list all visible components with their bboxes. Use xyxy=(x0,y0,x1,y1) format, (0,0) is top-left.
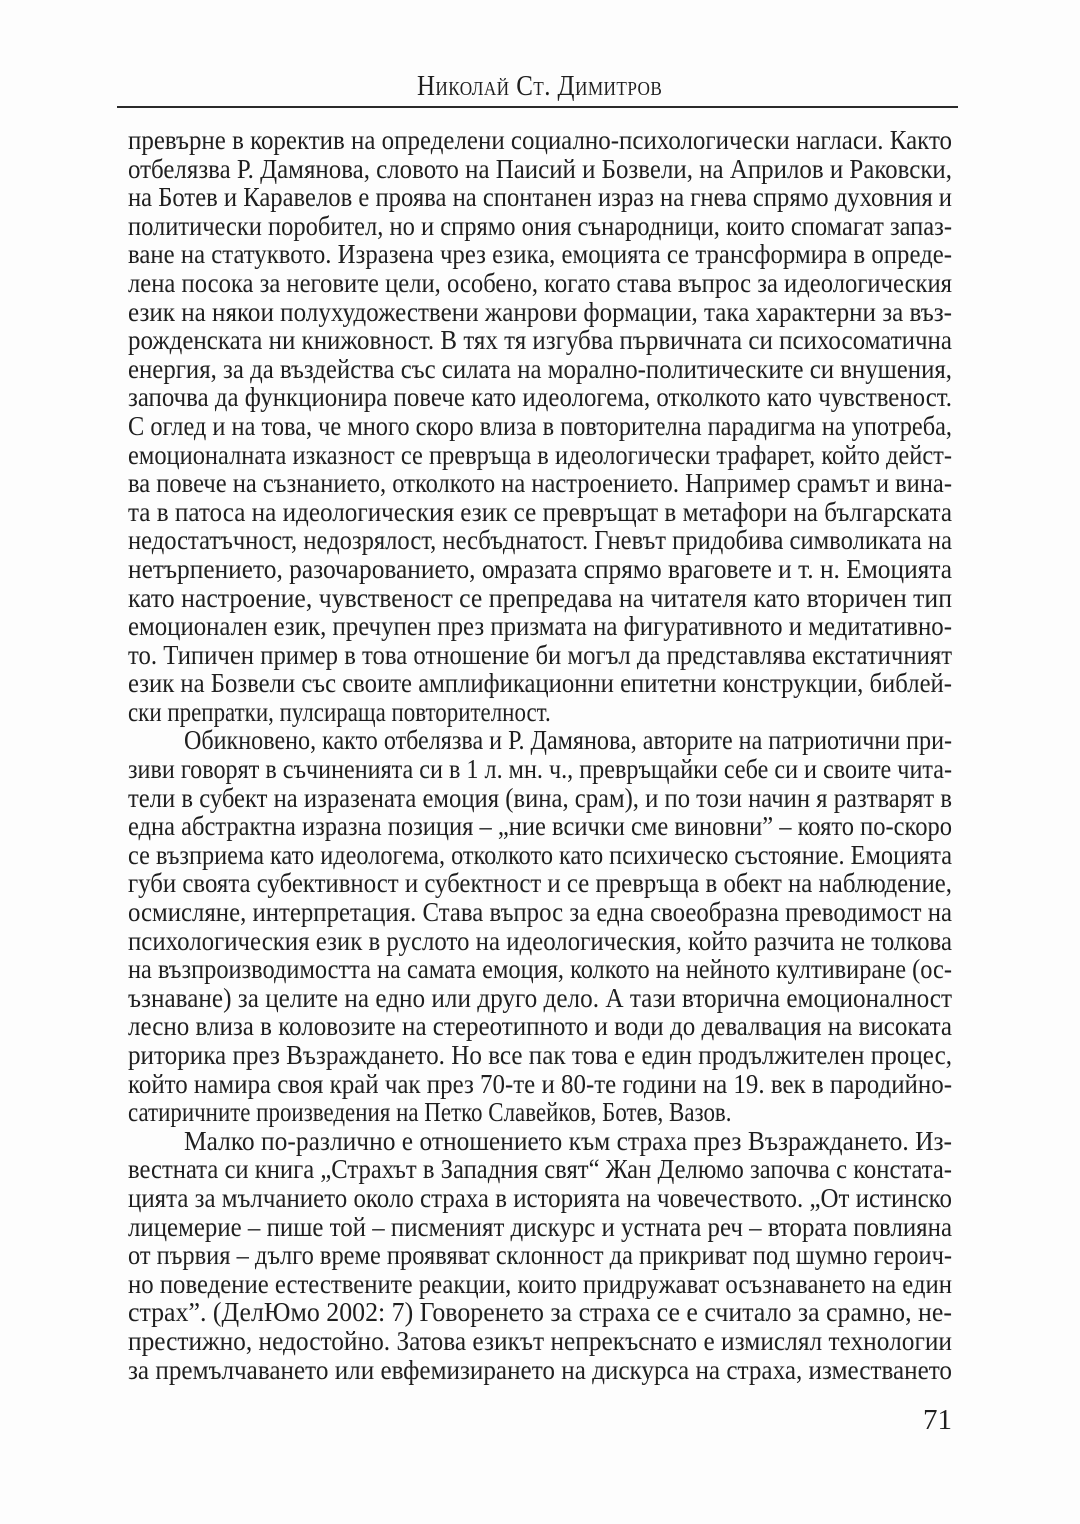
text-line-content: енергия, за да въздейства със силата на морално-политическите си внушения, xyxy=(128,353,952,384)
header-rule xyxy=(117,106,958,108)
text-line xyxy=(128,698,952,727)
text-line-content: от първия – дълго време проявяват склонност да прикриват под шумно героич- xyxy=(128,1240,952,1271)
text-line xyxy=(128,927,952,956)
text-line-content: та в патоса на идеологическия език се превръщат в метафори на българската xyxy=(128,496,952,527)
text-line xyxy=(128,240,952,269)
text-line-content: започва да функционира повече като идеологема, отколкото като чувственост. xyxy=(128,382,952,413)
text-line-content: нетърпението, разочарованието, омразата спрямо враговете и т. н. Емоцията xyxy=(128,553,952,584)
text-line-content: лесно влиза в коловозите на стереотипното и води до девалвация на високата xyxy=(128,1011,952,1042)
text-line xyxy=(128,183,952,212)
text-line xyxy=(128,1241,952,1270)
text-line xyxy=(128,1184,952,1213)
text-line-content: С оглед и на това, че много скоро влиза в повторителна парадигма на употреба, xyxy=(128,410,952,441)
text-line-content: тели в субект на изразената емоция (вина, срам), и по този начин я разтварят в xyxy=(128,782,952,813)
text-line-content: се възприема като идеологема, отколкото като психическо състояние. Емоцията xyxy=(128,839,952,870)
text-line xyxy=(128,984,952,1013)
text-line xyxy=(128,784,952,813)
text-line xyxy=(128,326,952,355)
text-line xyxy=(128,1070,952,1099)
text-line xyxy=(128,1127,952,1156)
text-line-content: Обикновено, както отбелязва и Р. Дамянова, авторите на патриотични при- xyxy=(184,725,952,756)
text-line xyxy=(128,726,952,755)
text-line xyxy=(128,584,952,613)
text-line-content: то. Типичен пример в това отношение би могъл да представлява екстатичният xyxy=(128,639,952,670)
text-line xyxy=(128,498,952,527)
text-line-content: цията за мълчанието около страха в историята на човечеството. „От истинско xyxy=(128,1182,952,1213)
text-line-content: престижно, недостойно. Затова езикът непрекъснато е измислял технологии xyxy=(128,1325,952,1356)
text-line xyxy=(128,669,952,698)
text-line-content: емоционален език, пречупен през призмата на фигуративното и медитативно- xyxy=(128,611,952,642)
text-line xyxy=(128,469,952,498)
text-line xyxy=(128,1041,952,1070)
text-line xyxy=(128,155,952,184)
text-line-content: който намира своя край чак през 70-те и 80-те години на 19. век в пародийно- xyxy=(128,1068,952,1099)
text-line-content: ване на статуквото. Изразена чрез езика, емоцията се трансформира в опреде- xyxy=(128,239,952,270)
text-line-content: риторика през Възраждането. Но все пак това е един продължителен процес, xyxy=(128,1040,952,1070)
text-line xyxy=(128,555,952,584)
text-line xyxy=(128,755,952,784)
text-line-content: една абстрактна изразна позиция – „ние всички сме виновни” – която по-скоро xyxy=(128,811,952,842)
text-line-content: ски препратки, пулсираща повторителност. xyxy=(128,696,551,727)
text-line-content: страх”. (ДелЮмо 2002: 7) Говоренето за страха се е считало за срамно, не- xyxy=(128,1297,952,1328)
text-line xyxy=(128,412,952,441)
text-line-content: вестната си книга „Страхът в Западния свят“ Жан Делюмо започва с констата- xyxy=(128,1154,952,1185)
text-line-content: ва повече на съзнанието, отколкото на настроението. Например срамът и вина- xyxy=(128,468,952,499)
text-line-content: на възпроизводимостта на самата емоция, колкото на нейното култивиране (ос- xyxy=(128,954,952,985)
text-line-content: превърне в коректив на определени социално-психологически нагласи. Както xyxy=(128,125,952,155)
text-line-content: Малко по-различно е отношението към страха през Възраждането. Из- xyxy=(184,1125,952,1156)
text-line xyxy=(128,526,952,555)
text-line xyxy=(128,269,952,298)
text-line xyxy=(128,1098,952,1127)
text-line xyxy=(128,355,952,384)
text-line xyxy=(128,1213,952,1242)
running-header xyxy=(128,68,952,104)
text-line xyxy=(128,1298,952,1327)
text-line-content: политически поробител, но и спрямо ония сънародници, които спомагат запаз- xyxy=(128,210,952,241)
text-line-content: лена посока за неговите цели, особено, когато става въпрос за идеологическия xyxy=(128,267,952,298)
text-line xyxy=(128,869,952,898)
text-line xyxy=(128,841,952,870)
text-line xyxy=(128,383,952,412)
text-line xyxy=(128,441,952,470)
text-line-content: недостатъчност, недозрялост, несбъднатост. Гневът придобива символиката на xyxy=(128,525,952,556)
text-line xyxy=(128,1012,952,1041)
text-line xyxy=(128,612,952,641)
text-line-content: за премълчаването или евфемизирането на дискурса на страха, изместването xyxy=(128,1354,952,1385)
text-line xyxy=(128,641,952,670)
text-line xyxy=(128,1356,952,1385)
text-line xyxy=(128,126,952,155)
text-line xyxy=(128,1155,952,1184)
text-line-content: като настроение, чувственост се препредава на читателя като вторичен тип xyxy=(128,582,952,613)
text-line xyxy=(128,1270,952,1299)
text-line-content: език на Бозвели със своите амплификационни епитетни конструкции, библей- xyxy=(128,668,952,699)
text-line xyxy=(128,298,952,327)
text-line-content: отбелязва Р. Дамянова, словото на Паисий и Бозвели, на Априлов и Раковски, xyxy=(128,153,952,184)
text-line-content: на Ботев и Каравелов е проява на спонтанен израз на гнева спрямо духовния и xyxy=(128,182,952,213)
text-line xyxy=(128,955,952,984)
text-line-content: осмисляне, интерпретация. Става въпрос за една своеобразна преводимост на xyxy=(128,897,952,928)
page-number: 71 xyxy=(923,1404,952,1436)
text-line xyxy=(128,898,952,927)
text-line-content: емоционалната изказност се превръща в идеологически трафарет, който дейст- xyxy=(128,439,952,470)
text-line-content: психологическия език в руслото на идеологическия, който разчита не толкова xyxy=(128,925,952,956)
text-line xyxy=(128,1327,952,1356)
text-line xyxy=(128,812,952,841)
text-line-content: рожденската ни книжовност. В тях тя изгубва първичната си психосоматична xyxy=(128,325,952,356)
text-line xyxy=(128,212,952,241)
text-line-content: сатиричните произведения на Петко Славейков, Ботев, Вазов. xyxy=(128,1097,732,1128)
text-line-content: зиви говорят в съчиненията си в 1 л. мн. ч., превръщайки себе си и своите чита- xyxy=(128,754,952,785)
text-line-content: губи своята субективност и субектност и се превръща в обект на наблюдение, xyxy=(128,868,952,899)
text-line-content: но поведение естествените реакции, които придружават осъзнаването на един xyxy=(128,1268,952,1299)
text-line-content: език на някои полухудожествени жанрови формации, така характерни за въз- xyxy=(128,296,952,327)
body-text xyxy=(128,126,952,1384)
running-header-text: Николай Ст. Димитров xyxy=(417,70,663,102)
text-line-content: лицемерие – пише той – писменият дискурс и устната реч – втората повлияна xyxy=(128,1211,952,1242)
text-line-content: ъзнаване) за целите на едно или друго дело. А тази вторична емоционалност xyxy=(128,982,952,1013)
